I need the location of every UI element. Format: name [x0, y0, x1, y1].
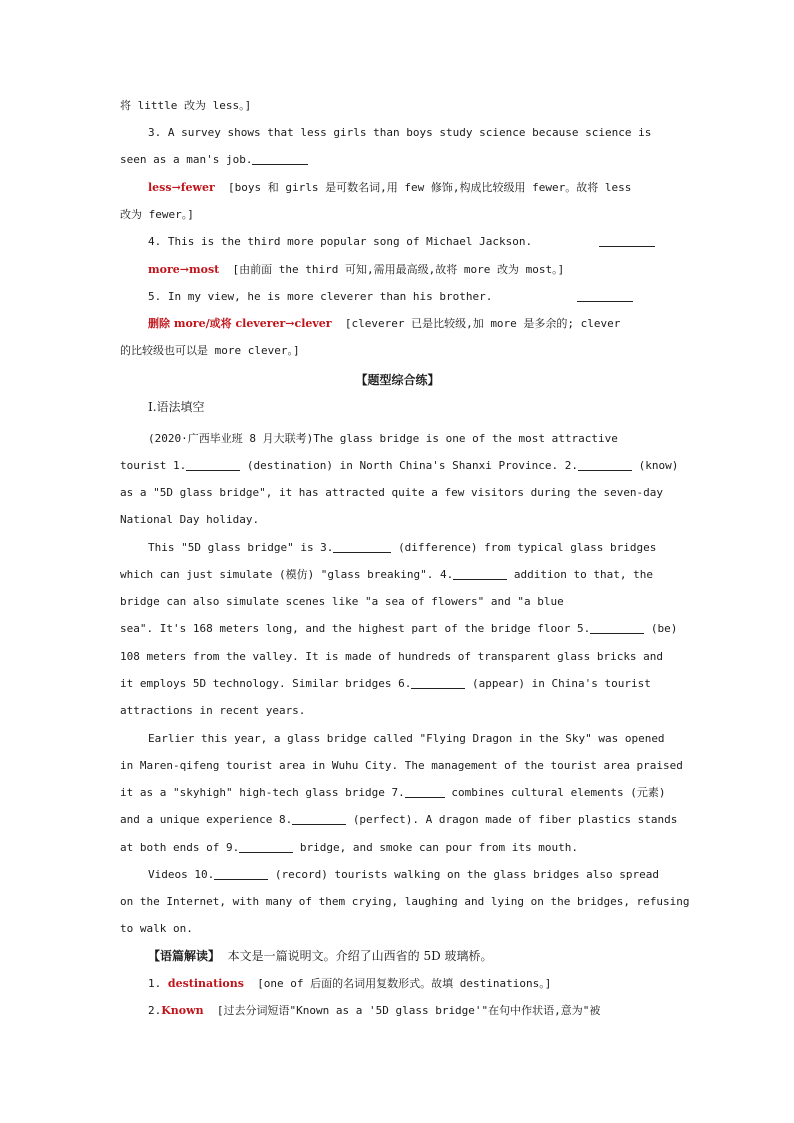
- answer-blank-6[interactable]: [411, 676, 465, 689]
- passage-line: bridge can also simulate scenes like "a sea of flowers" and "a blue: [120, 595, 564, 608]
- text-line: 将 little 改为 less。]: [120, 99, 252, 112]
- passage-line: (2020·广西毕业班 8 月大联考)The glass bridge is one of the most attractive: [148, 432, 618, 445]
- passage-line: as a "5D glass bridge", it has attracted quite a few visitors during the seven-day: [120, 486, 664, 499]
- answer-text: more→most: [148, 263, 220, 276]
- question-4: 4. This is the third more popular song of Michael Jackson.: [120, 234, 655, 250]
- passage-line: to walk on.: [120, 922, 193, 935]
- passage-line: This "5D glass bridge" is 3. (difference) from typical glass bridges: [148, 541, 657, 554]
- passage-line: at both ends of 9. bridge, and smoke can pour from its mouth.: [120, 841, 578, 854]
- passage-line: Earlier this year, a glass bridge called "Flying Dragon in the Sky" was opened: [148, 732, 665, 745]
- answer-blank-7[interactable]: [405, 785, 445, 798]
- passage-line: on the Internet, with many of them crying, laughing and lying on the bridges, refusing: [120, 895, 690, 908]
- answer-blank-9[interactable]: [239, 840, 293, 853]
- answer-blank-1[interactable]: [186, 458, 240, 471]
- answer-blank-3[interactable]: [333, 540, 391, 553]
- question-5: 5. In my view, he is more cleverer than his brother.: [120, 289, 633, 305]
- passage-line: which can just simulate (模仿) "glass breaking". 4. addition to that, the: [120, 568, 653, 581]
- passage-line: sea". It's 168 meters long, and the highest part of the bridge floor 5. (be): [120, 622, 678, 635]
- answer-blank-8[interactable]: [292, 812, 346, 825]
- passage-line: Videos 10. (record) tourists walking on the glass bridges also spread: [148, 868, 659, 881]
- answer-blank[interactable]: [577, 289, 633, 302]
- answer-blank-5[interactable]: [590, 621, 644, 634]
- part-title: Ⅰ.语法填空: [148, 400, 205, 414]
- passage-line: tourist 1. (destination) in North China's Shanxi Province. 2. (know): [120, 459, 679, 472]
- answer-blank-4[interactable]: [453, 567, 507, 580]
- analysis-line: 【语篇解读】 本文是一篇说明文。介绍了山西省的 5D 玻璃桥。: [148, 949, 493, 963]
- passage-line: it as a "skyhigh" high-tech glass bridge 7. combines cultural elements (元素): [120, 786, 666, 799]
- passage-line: and a unique experience 8. (perfect). A dragon made of fiber plastics stands: [120, 813, 678, 826]
- answer-line-3: less→fewer [boys 和 girls 是可数名词,用 few 修饰,构成比较级用 fewer。故将 less: [148, 181, 632, 194]
- answer-blank-10[interactable]: [214, 867, 268, 880]
- question-3: 3. A survey shows that less girls than boys study science because science is: [148, 126, 652, 139]
- text-line: 改为 fewer。]: [120, 208, 194, 221]
- answer-blank[interactable]: [252, 152, 308, 165]
- answer-line-5: 删除 more/或将 cleverer→clever [cleverer 已是比较级,加 more 是多余的; clever: [148, 317, 621, 330]
- answer-line-4: more→most [由前面 the third 可知,需用最高级,故将 more 改为 most。]: [148, 263, 565, 276]
- answer-text: Known: [161, 1004, 204, 1017]
- passage-line: attractions in recent years.: [120, 704, 306, 717]
- passage-line: in Maren-qifeng tourist area in Wuhu City. The management of the tourist area praised: [120, 759, 683, 772]
- analysis-label: 【语篇解读】: [148, 949, 221, 963]
- answer-text: 删除 more/或将 cleverer→clever: [148, 317, 332, 330]
- answer-text: less→fewer: [148, 181, 215, 194]
- answer-blank-2[interactable]: [578, 458, 632, 471]
- passage-line: National Day holiday.: [120, 513, 260, 526]
- passage-line: it employs 5D technology. Similar bridges 6. (appear) in China's tourist: [120, 677, 651, 690]
- text-line: 的比较级也可以是 more clever。]: [120, 344, 300, 357]
- answer-line-2: 2.Known [过去分词短语"Known as a '5D glass bridge'"在句中作状语,意为"被: [148, 1004, 601, 1017]
- answer-text: destinations: [167, 977, 244, 990]
- passage-line: 108 meters from the valley. It is made of hundreds of transparent glass bricks and: [120, 650, 664, 663]
- section-title: 【题型综合练】: [355, 373, 440, 387]
- answer-line-1: 1. destinations [one of 后面的名词用复数形式。故填 destinations。]: [148, 977, 552, 990]
- text-line: seen as a man's job.: [120, 152, 308, 168]
- answer-blank[interactable]: [599, 234, 655, 247]
